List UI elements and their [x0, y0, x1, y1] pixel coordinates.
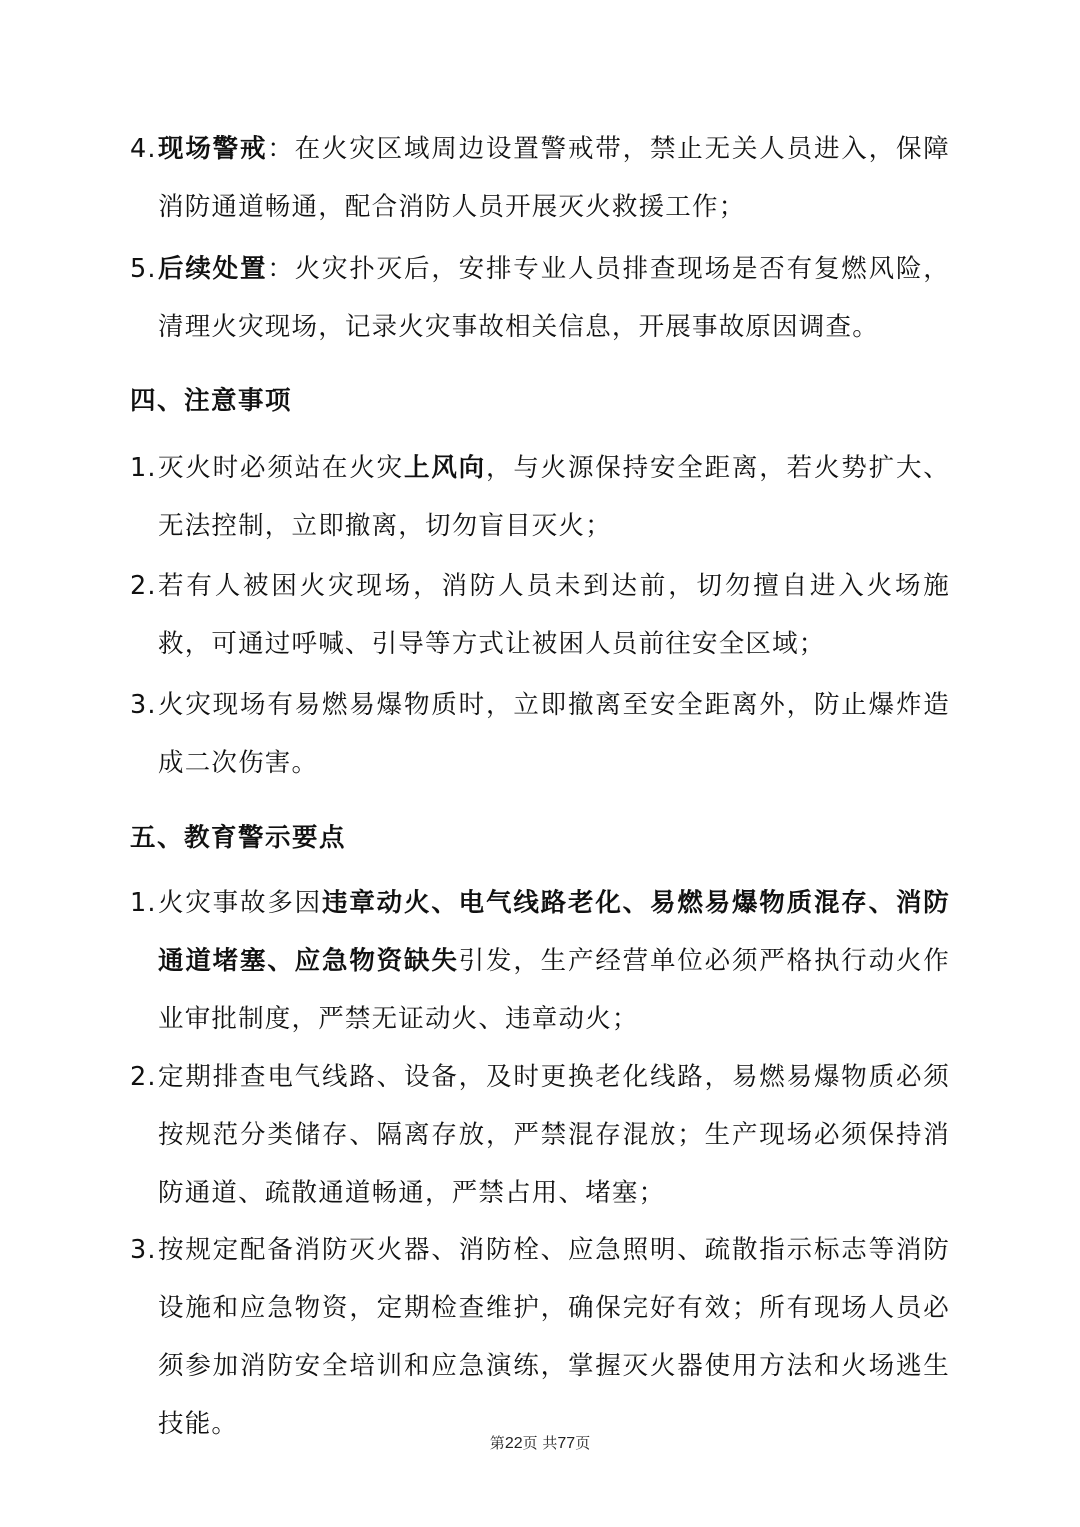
item-bold-text: 上风向	[403, 453, 486, 483]
item-text: 若有人被困火灾现场，消防人员未到达前，切勿擅自进入火场施救，可通过呼喊、引导等方式让被困人员前往安全区域；	[158, 571, 950, 659]
item-number: 1.	[130, 453, 157, 483]
list-item	[130, 439, 950, 555]
item-number: 4.	[130, 134, 157, 164]
item-text: ：在火灾区域周边设置警戒带，禁止无关人员进入，保障消防通道畅通，配合消防人员开展灭火救援工作；	[158, 134, 950, 222]
item-bold-label: 现场警戒	[158, 134, 268, 164]
current-page-number: 22	[504, 1435, 523, 1452]
list-item	[130, 874, 950, 1048]
item-bold-label: 后续处置	[158, 254, 268, 284]
item-text: 火灾现场有易燃易爆物质时，立即撤离至安全距离外，防止爆炸造成二次伤害。	[158, 690, 950, 778]
item-bold-text: 违章动火、电气线路老化、易燃易爆物质混存、消防通道堵塞、应急物资缺失	[158, 888, 950, 976]
list-item	[130, 240, 950, 356]
list-item	[130, 120, 950, 236]
footer-suffix: 页	[575, 1434, 591, 1452]
item-number: 5.	[130, 254, 157, 284]
item-text: 引发，生产经营单位必须严格执行动火作业审批制度，严禁无证动火、违章动火；	[158, 946, 950, 1034]
item-text: ：火灾扑灭后，安排专业人员排查现场是否有复燃风险，清理火灾现场，记录火灾事故相关信息，开展事故原因调查。	[158, 254, 950, 342]
item-text: 火灾事故多因	[158, 888, 322, 918]
item-number: 2.	[130, 571, 157, 601]
total-page-number: 77	[557, 1435, 576, 1452]
section-heading: 五、教育警示要点	[130, 823, 347, 853]
item-text: 定期排查电气线路、设备，及时更换老化线路，易燃易爆物质必须按规范分类储存、隔离存放，严禁混存混放；生产现场必须保持消防通道、疏散通道畅通，严禁占用、堵塞；	[158, 1062, 950, 1208]
item-number: 3.	[130, 1235, 157, 1265]
item-text: 按规定配备消防灭火器、消防栓、应急照明、疏散指示标志等消防设施和应急物资，定期检查维护，确保完好有效；所有现场人员必须参加消防安全培训和应急演练，掌握灭火器使用方法和火场逃生技能。	[158, 1235, 950, 1439]
list-item	[130, 1221, 950, 1453]
list-item	[130, 676, 950, 792]
item-text: 灭火时必须站在火灾	[158, 453, 404, 483]
item-text: ，与火源保持安全距离，若火势扩大、无法控制，立即撤离，切勿盲目灭火；	[158, 453, 950, 541]
item-number: 3.	[130, 690, 157, 720]
page-footer	[0, 1432, 1080, 1453]
list-item	[130, 1048, 950, 1222]
footer-middle: 页 共	[522, 1434, 558, 1452]
item-number: 2.	[130, 1062, 157, 1092]
item-number: 1.	[130, 888, 157, 918]
list-item	[130, 557, 950, 673]
footer-prefix: 第	[489, 1434, 505, 1452]
section-heading: 四、注意事项	[130, 386, 293, 416]
